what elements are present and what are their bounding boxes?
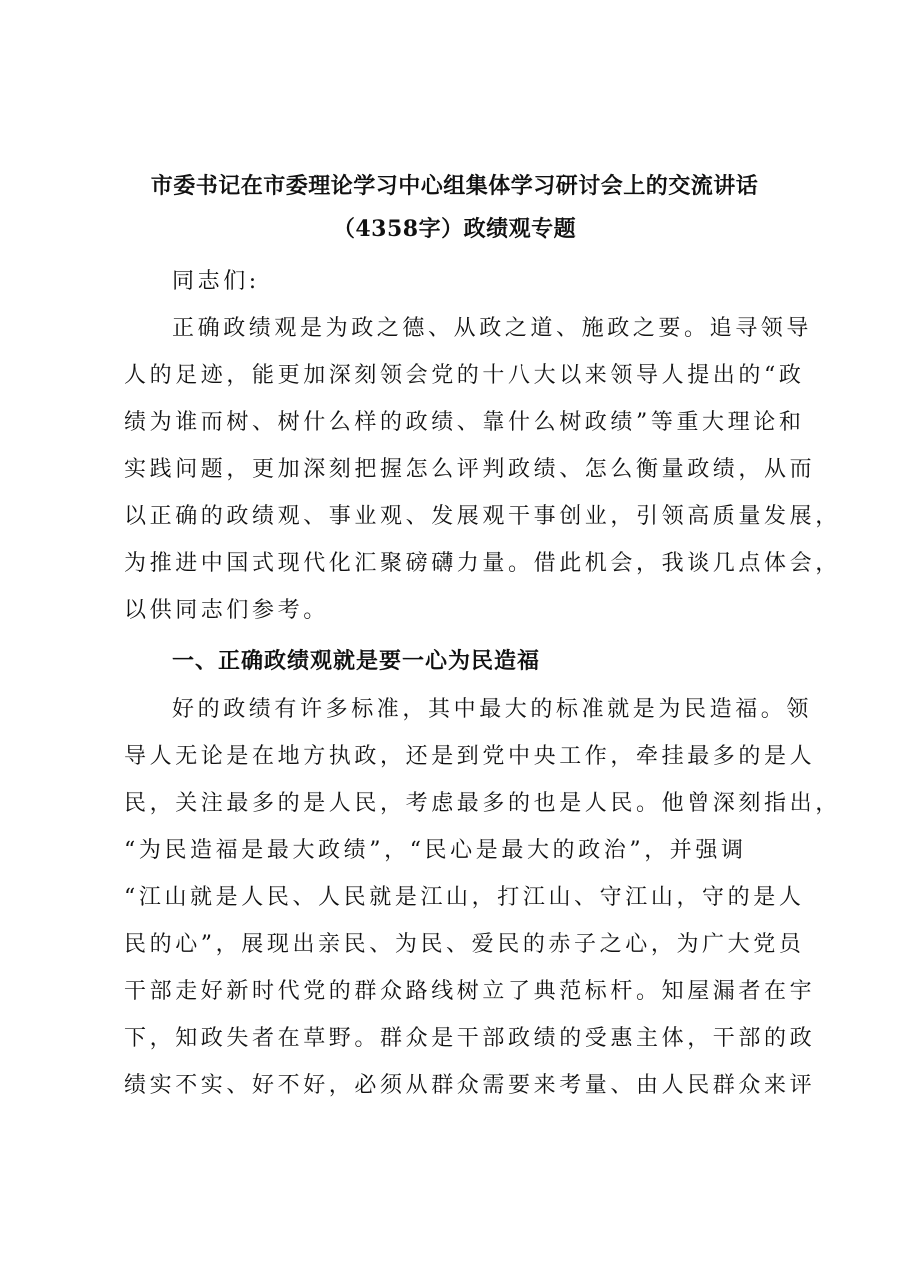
paragraph-2-line: 民的心”，展现出亲民、为民、爱民的赤子之心，为广大党员 (124, 932, 805, 957)
paragraph-1-line: 为推进中国式现代化汇聚磅礴力量。借此机会，我谈几点体会， (124, 551, 841, 576)
paragraph-1-line: 人的足迹，能更加深刻领会党的十八大以来领导人提出的“政 (124, 363, 805, 388)
section-heading-1: 一、正确政绩观就是要一心为民造福 (172, 649, 541, 674)
paragraph-2-line: 绩实不实、好不好，必须从群众需要来考量、由人民群众来评 (124, 1073, 816, 1098)
paragraph-1-line: 正确政绩观是为政之德、从政之道、施政之要。追寻领导 (172, 316, 813, 341)
paragraph-1-line: 实践问题，更加深刻把握怎么评判政绩、怎么衡量政绩，从而 (124, 457, 816, 482)
paragraph-1-line: 以供同志们参考。 (124, 598, 329, 623)
paragraph-2-line: 民，关注最多的是人民，考虑最多的也是人民。他曾深刻指出， (124, 791, 841, 816)
document-title-line-1: 市委书记在市委理论学习中心组集体学习研讨会上的交流讲话 (150, 173, 759, 199)
salutation: 同志们: (172, 269, 260, 294)
paragraph-1-line: 绩为谁而树、树什么样的政绩、靠什么树政绩”等重大理论和 (124, 410, 805, 435)
paragraph-2-line: 下，知政失者在草野。群众是干部政绩的受惠主体，干部的政 (124, 1026, 816, 1051)
document-title-line-2: （4358字）政绩观专题 (332, 216, 577, 242)
paragraph-2-line: “江山就是人民、人民就是江山，打江山、守江山，守的是人 (124, 885, 805, 910)
paragraph-2-line: 干部走好新时代党的群众路线树立了典范标杆。知屋漏者在宇 (124, 979, 816, 1004)
paragraph-2-line: 好的政绩有许多标准，其中最大的标准就是为民造福。领 (172, 697, 813, 722)
paragraph-2-line: 导人无论是在地方执政，还是到党中央工作，牵挂最多的是人 (124, 744, 816, 769)
paragraph-1-line: 以正确的政绩观、事业观、发展观干事创业，引领高质量发展， (124, 504, 841, 529)
paragraph-2-line: “为民造福是最大政绩”，“民心是最大的政治”，并强调 (124, 838, 747, 863)
